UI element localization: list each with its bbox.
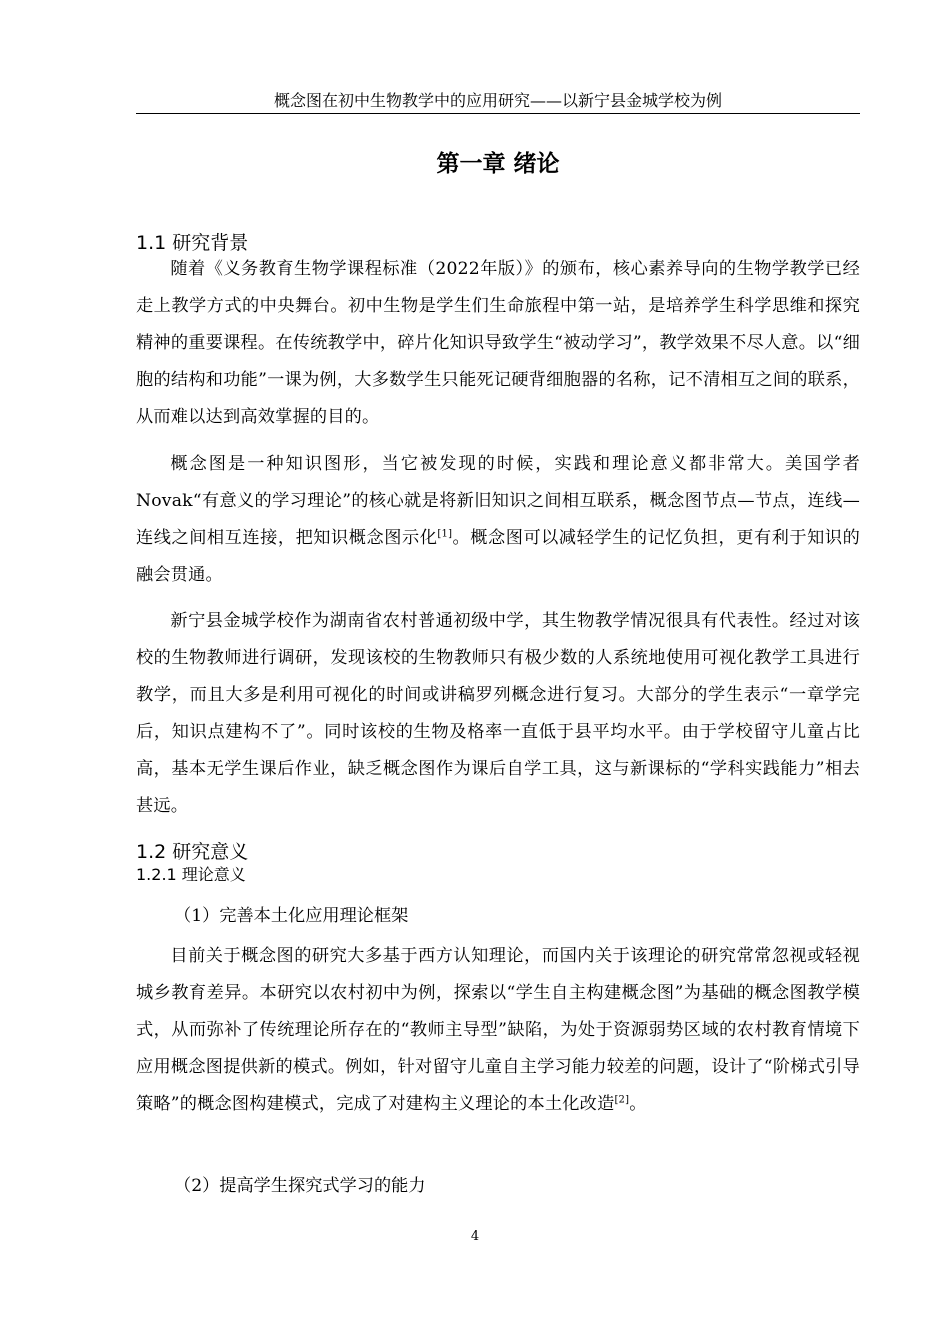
citation-ref-2[interactable]: [2] (614, 1093, 630, 1105)
section-heading-1-1: 1.1 研究背景 (136, 232, 249, 254)
paragraph-text: 目前关于概念图的研究大多基于西方认知理论，而国内关于该理论的研究常常忽视或轻视城乡教育差异。本研究以农村初中为例，探索以“学生自主构建概念图”为基础的概念图教学模式，从而弥补了传统理论所存在的“教师主导型”缺陷，为处于资源弱势区域的农村教育情境下应用概念图提供新的模式。例如，针对留守儿童自主学习能力较差的问题，设计了“阶梯式引导策略”的概念图构建模式，完成了对建构主义理论的本土化改造 (136, 946, 860, 1114)
section-heading-1-2: 1.2 研究意义 (136, 841, 249, 863)
list-item-1: （1）完善本土化应用理论框架 (174, 906, 409, 926)
paragraph-significance (136, 938, 860, 1123)
running-header: 概念图在初中生物教学中的应用研究——以新宁县金城学校为例 (273, 91, 722, 110)
citation-ref-1[interactable]: [1] (437, 528, 453, 540)
list-item-2: （2）提高学生探究式学习的能力 (174, 1176, 426, 1196)
paragraph-background-2 (136, 446, 860, 594)
chapter-title: 第一章 绪论 (436, 151, 560, 177)
paragraph-text: 概念图是一种知识图形，当它被发现的时候，实践和理论意义都非常大。美国学者Novak“有意义的学习理论”的核心就是将新旧知识之间相互联系，概念图节点—节点，连线—连线之间相互连接，把知识概念图示化 (136, 454, 860, 548)
paragraph-text-tail: 。 (629, 1093, 647, 1114)
page-number: 4 (470, 1229, 480, 1244)
paragraph-text-tail: 。概念图可以减轻学生的记忆负担，更有利于知识的融会贯通。 (136, 527, 860, 585)
paragraph-background-1: 随着《义务教育生物学课程标准（2022年版）》的颁布，核心素养导向的生物学教学已经走上教学方式的中央舞台。初中生物是学生们生命旅程中第一站，是培养学生科学思维和探究精神的重要课程。在传统教学中，碎片化知识导致学生“被动学习”，教学效果不尽人意。以“细胞的结构和功能”一课为例，大多数学生只能死记硬背细胞器的名称，记不清相互之间的联系，从而难以达到高效掌握的目的。 (136, 259, 860, 427)
paragraph-background-3: 新宁县金城学校作为湖南省农村普通初级中学，其生物教学情况很具有代表性。经过对该校的生物教师进行调研，发现该校的生物教师只有极少数的人系统地使用可视化教学工具进行教学，而且大多是利用可视化的时间或讲稿罗列概念进行复习。大部分的学生表示“一章学完后，知识点建构不了”。同时该校的生物及格率一直低于县平均水平。由于学校留守儿童占比高，基本无学生课后作业，缺乏概念图作为课后自学工具，这与新课标的“学科实践能力”相去甚远。 (136, 611, 860, 816)
subsection-heading-1-2-1: 1.2.1 理论意义 (136, 865, 246, 884)
header-rule (136, 113, 860, 114)
